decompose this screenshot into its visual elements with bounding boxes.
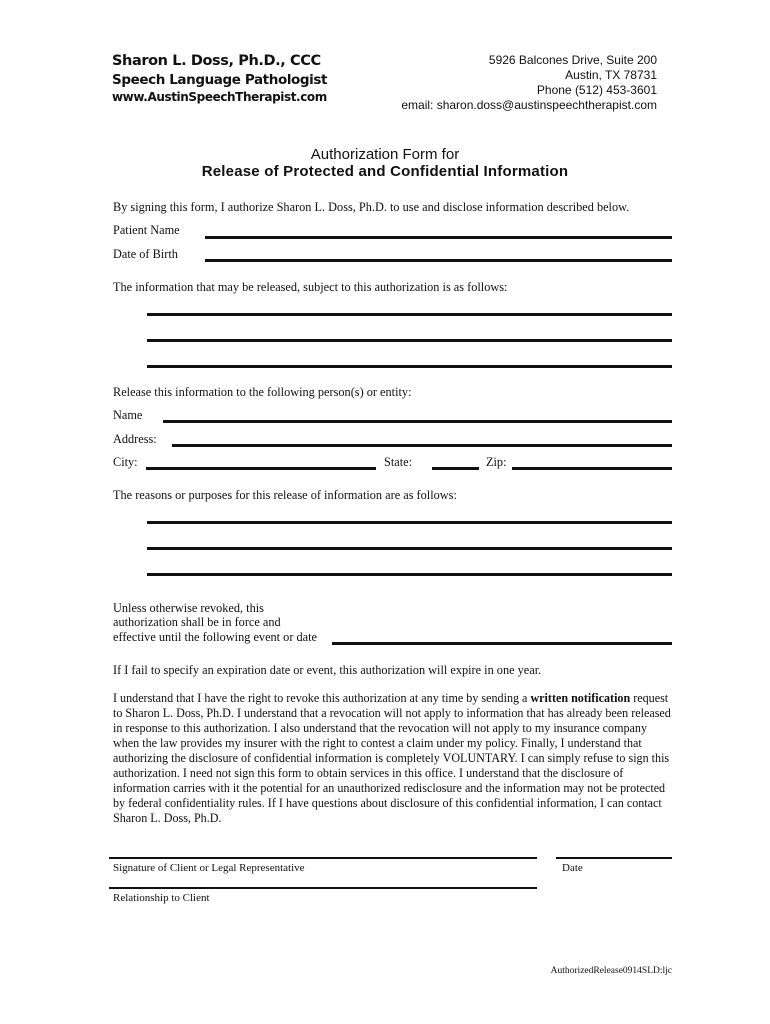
- expire-note: If I fail to specify an expiration date or event, this authorization will expire in one year.: [113, 663, 542, 677]
- reasons-label: The reasons or purposes for this release of information are as follows:: [113, 488, 457, 502]
- patient-name-field[interactable]: [205, 236, 672, 239]
- city-field[interactable]: [146, 467, 376, 470]
- city-label: City:: [113, 455, 138, 469]
- para-start: I understand that I have the right to revoke this authorization at any time by sending a: [113, 691, 531, 705]
- para-bold: written notification: [530, 691, 631, 705]
- dob-label: Date of Birth: [113, 247, 178, 261]
- recipient-address-field[interactable]: [172, 444, 672, 447]
- date-label: Date: [562, 862, 583, 874]
- signature-label: Signature of Client or Legal Representative: [113, 862, 305, 874]
- practice-contact: [401, 53, 657, 113]
- address-label: Address:: [113, 432, 157, 446]
- recipient-name-field[interactable]: [163, 420, 672, 423]
- state-field[interactable]: [432, 467, 479, 470]
- relationship-label: Relationship to Client: [113, 892, 210, 904]
- expiration-event-field[interactable]: [332, 642, 672, 645]
- signature-field[interactable]: [109, 857, 537, 859]
- info-field-3[interactable]: [147, 365, 672, 368]
- footer-code: AuthorizedRelease0914SLD:ljc: [550, 966, 672, 976]
- zip-field[interactable]: [512, 467, 672, 470]
- revoke-text-3: effective until the following event or date: [113, 630, 317, 644]
- reasons-field-3[interactable]: [147, 573, 672, 576]
- info-field-2[interactable]: [147, 339, 672, 342]
- reasons-field-2[interactable]: [147, 547, 672, 550]
- practice-website: www.AustinSpeechTherapist.com: [112, 90, 327, 104]
- reasons-field-1[interactable]: [147, 521, 672, 524]
- form-title-line-1: Authorization Form for: [310, 146, 460, 163]
- rights-paragraph: [113, 691, 673, 826]
- release-to-label: Release this information to the following person(s) or entity:: [113, 385, 412, 399]
- relationship-field[interactable]: [109, 887, 537, 889]
- intro-text: By signing this form, I authorize Sharon L. Doss, Ph.D. to use and disclose information described below.: [113, 200, 630, 214]
- practitioner-name: Sharon L. Doss, Ph.D., CCC: [112, 53, 321, 69]
- practitioner-title: Speech Language Pathologist: [112, 72, 328, 88]
- para-rest: request to Sharon L. Doss, Ph.D. I understand that a revocation will not apply to information that has already been released in response to this authorization. I also understand that the revocation will not apply to my insurance company when the law provides my insurer with the right to contest a claim under my policy. Finally, I understand that authorizing the disclosure of confidential information is completely VOLUNTARY. I can simply refuse to sign this authorization. I need not sign this form to obtain services in this office. I understand that the disclosure of information carries with it the potential for an unauthorized redisclosure and the information may not be protected by federal confidentiality rules. If I have questions about disclosure of this confidential information, I can contact Sharon L. Doss, Ph.D.: [113, 691, 671, 825]
- address-line-2: Austin, TX 78731: [565, 68, 657, 82]
- name-label: Name: [113, 408, 143, 422]
- state-label: State:: [384, 455, 413, 469]
- dob-field[interactable]: [205, 259, 672, 262]
- patient-name-label: Patient Name: [113, 223, 180, 237]
- revoke-text-1: Unless otherwise revoked, this: [113, 601, 264, 615]
- phone-number: Phone (512) 453-3601: [536, 83, 657, 97]
- zip-label: Zip:: [486, 455, 507, 469]
- info-field-1[interactable]: [147, 313, 672, 316]
- date-field[interactable]: [556, 857, 672, 859]
- form-title-line-2: Release of Protected and Confidential Information: [201, 163, 569, 180]
- address-line-1: 5926 Balcones Drive, Suite 200: [488, 53, 657, 67]
- practice-header: [112, 52, 327, 106]
- revoke-text-2: authorization shall be in force and: [113, 615, 281, 629]
- info-label: The information that may be released, subject to this authorization is as follows:: [113, 280, 508, 294]
- email-address: email: sharon.doss@austinspeechtherapist.com: [401, 98, 657, 112]
